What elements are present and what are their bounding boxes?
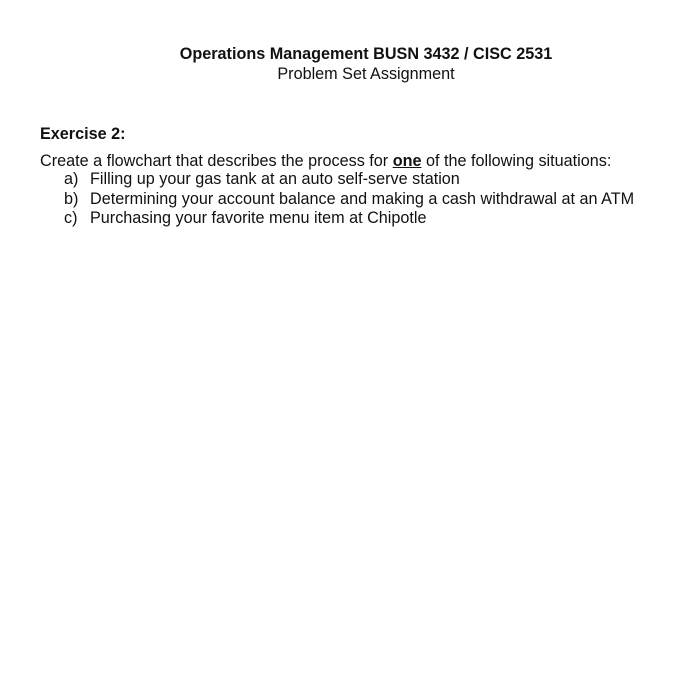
list-item	[64, 209, 634, 229]
assignment-subtitle: Problem Set Assignment	[277, 65, 455, 83]
option-text: Filling up your gas tank at an auto self-serve station	[90, 170, 460, 188]
instruction-text-end: of the following situations:	[421, 152, 612, 170]
option-letter: b)	[64, 189, 79, 208]
course-title: Operations Management BUSN 3432 / CISC 2531	[179, 45, 553, 63]
list-item	[64, 170, 634, 190]
document-header	[0, 44, 682, 84]
option-text: Determining your account balance and making a cash withdrawal at an ATM	[90, 189, 635, 208]
situation-options-list	[64, 170, 634, 229]
option-letter: c)	[64, 209, 78, 227]
instruction-text-start: Create a flowchart that describes the process for	[40, 152, 393, 170]
exercise-heading: Exercise 2:	[40, 125, 126, 143]
instruction-emphasis: one	[392, 152, 422, 170]
option-letter: a)	[64, 170, 79, 188]
option-text: Purchasing your favorite menu item at Chipotle	[90, 209, 427, 227]
list-item	[64, 190, 634, 210]
exercise-instruction	[40, 151, 611, 171]
